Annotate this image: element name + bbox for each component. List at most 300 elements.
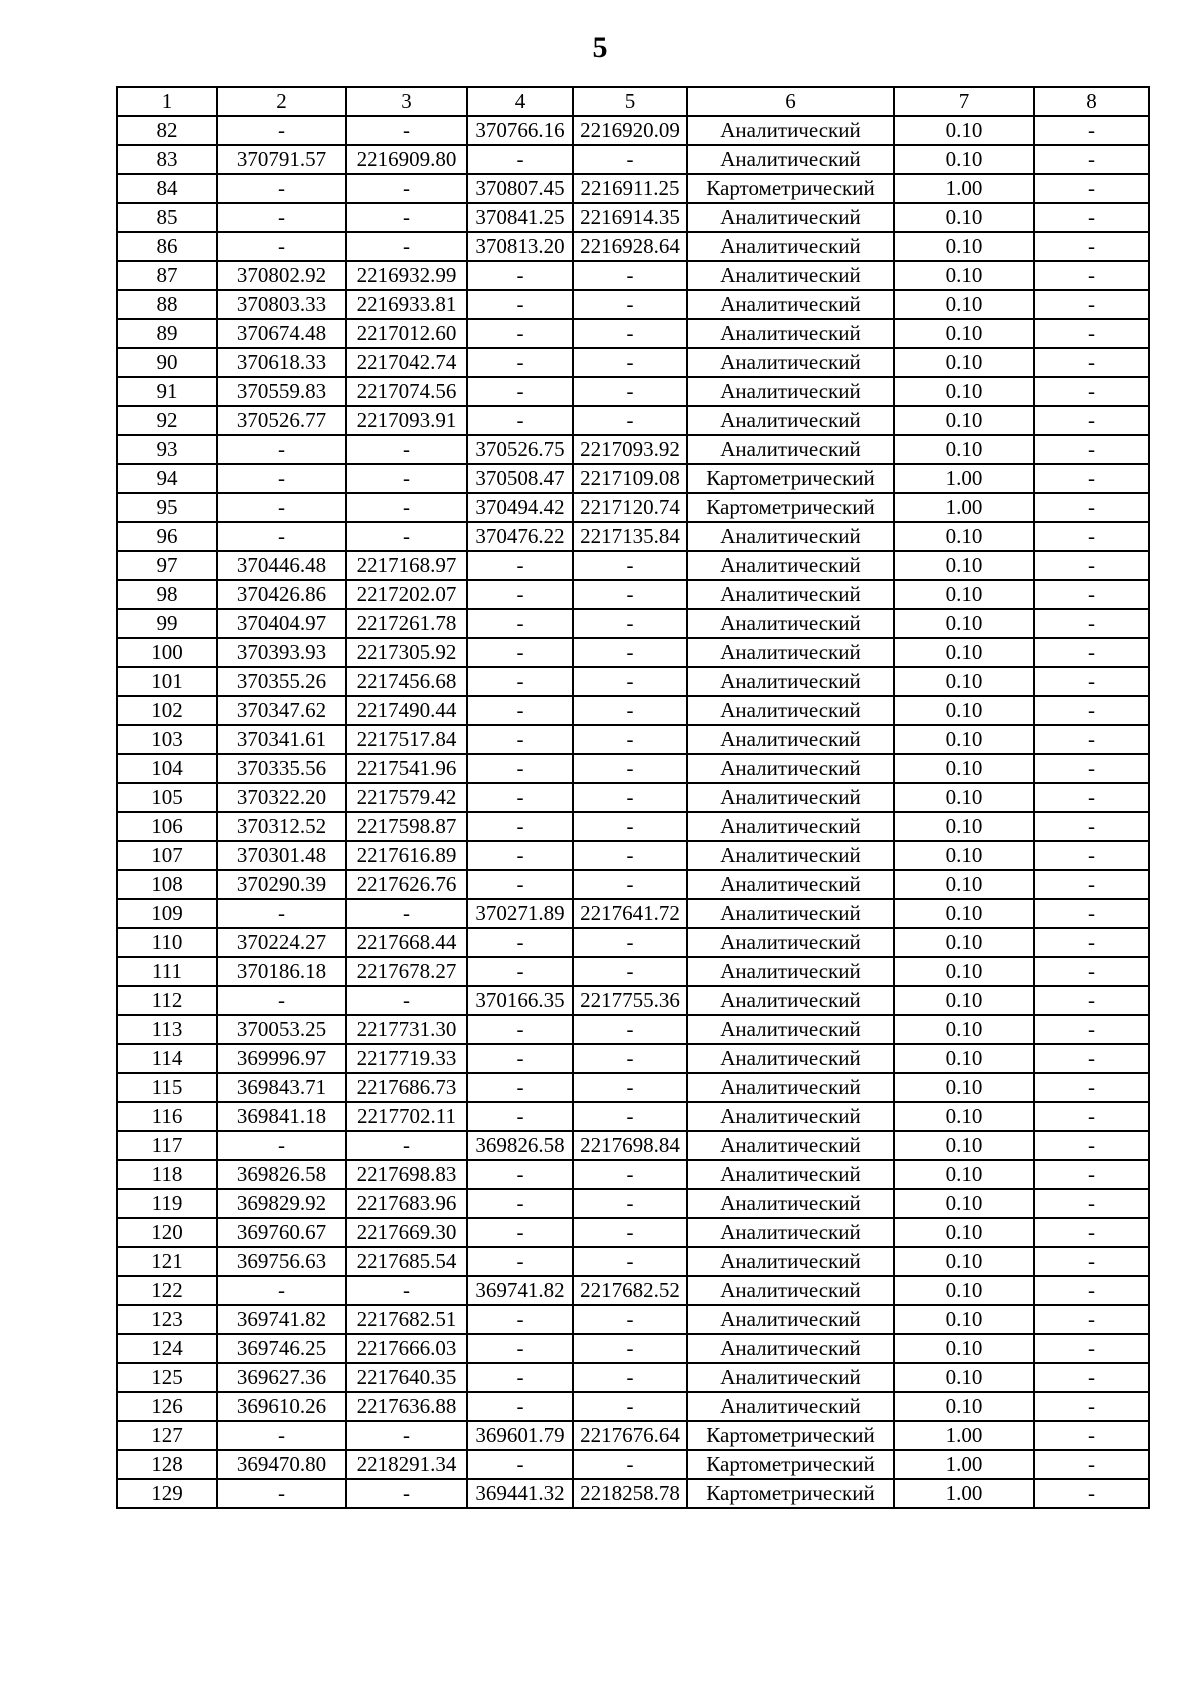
y-alt-cell: -: [573, 667, 687, 696]
y-alt-cell: -: [573, 609, 687, 638]
note-cell: -: [1034, 1131, 1149, 1160]
x-cell: 369610.26: [217, 1392, 346, 1421]
method-cell: Аналитический: [687, 1073, 894, 1102]
accuracy-cell: 0.10: [894, 290, 1034, 319]
page-number: 5: [592, 31, 608, 64]
method-cell: Аналитический: [687, 1218, 894, 1247]
y-cell: 2217456.68: [346, 667, 467, 696]
y-alt-cell: -: [573, 1305, 687, 1334]
x-alt-cell: -: [467, 783, 573, 812]
y-alt-cell: -: [573, 261, 687, 290]
table-row: [117, 638, 1149, 667]
y-alt-cell: -: [573, 638, 687, 667]
table-row: [117, 348, 1149, 377]
y-alt-cell: -: [573, 783, 687, 812]
column-header: 5: [573, 87, 687, 116]
x-cell: 370335.56: [217, 754, 346, 783]
column-header: 4: [467, 87, 573, 116]
accuracy-cell: 0.10: [894, 986, 1034, 1015]
method-cell: Аналитический: [687, 377, 894, 406]
x-alt-cell: -: [467, 377, 573, 406]
x-alt-cell: -: [467, 1189, 573, 1218]
y-alt-cell: -: [573, 1363, 687, 1392]
y-cell: 2217168.97: [346, 551, 467, 580]
accuracy-cell: 1.00: [894, 1450, 1034, 1479]
x-cell: 370404.97: [217, 609, 346, 638]
note-cell: -: [1034, 754, 1149, 783]
table-row: [117, 464, 1149, 493]
point-number-cell: 127: [117, 1421, 217, 1450]
y-alt-cell: -: [573, 1160, 687, 1189]
method-cell: Аналитический: [687, 841, 894, 870]
method-cell: Аналитический: [687, 1305, 894, 1334]
y-alt-cell: -: [573, 580, 687, 609]
accuracy-cell: 0.10: [894, 812, 1034, 841]
accuracy-cell: 0.10: [894, 1218, 1034, 1247]
x-alt-cell: -: [467, 145, 573, 174]
x-alt-cell: 369441.32: [467, 1479, 573, 1508]
x-alt-cell: -: [467, 1392, 573, 1421]
x-alt-cell: -: [467, 348, 573, 377]
note-cell: -: [1034, 1218, 1149, 1247]
point-number-cell: 85: [117, 203, 217, 232]
note-cell: -: [1034, 1305, 1149, 1334]
method-cell: Аналитический: [687, 580, 894, 609]
column-header: 7: [894, 87, 1034, 116]
x-alt-cell: 370766.16: [467, 116, 573, 145]
method-cell: Аналитический: [687, 1276, 894, 1305]
method-cell: Аналитический: [687, 1334, 894, 1363]
point-number-cell: 129: [117, 1479, 217, 1508]
note-cell: -: [1034, 812, 1149, 841]
x-alt-cell: -: [467, 841, 573, 870]
method-cell: Аналитический: [687, 870, 894, 899]
x-alt-cell: -: [467, 696, 573, 725]
method-cell: Аналитический: [687, 232, 894, 261]
point-number-cell: 104: [117, 754, 217, 783]
x-cell: -: [217, 435, 346, 464]
accuracy-cell: 0.10: [894, 435, 1034, 464]
y-cell: 2217702.11: [346, 1102, 467, 1131]
point-number-cell: 108: [117, 870, 217, 899]
y-alt-cell: 2216920.09: [573, 116, 687, 145]
note-cell: -: [1034, 1421, 1149, 1450]
y-alt-cell: 2217698.84: [573, 1131, 687, 1160]
y-cell: 2217042.74: [346, 348, 467, 377]
method-cell: Аналитический: [687, 1189, 894, 1218]
point-number-cell: 99: [117, 609, 217, 638]
table-row: [117, 986, 1149, 1015]
method-cell: Аналитический: [687, 754, 894, 783]
y-cell: 2216909.80: [346, 145, 467, 174]
point-number-cell: 96: [117, 522, 217, 551]
point-number-cell: 121: [117, 1247, 217, 1276]
note-cell: -: [1034, 348, 1149, 377]
note-cell: -: [1034, 667, 1149, 696]
y-cell: 2217668.44: [346, 928, 467, 957]
table-row: [117, 377, 1149, 406]
method-cell: Аналитический: [687, 986, 894, 1015]
y-alt-cell: -: [573, 348, 687, 377]
x-cell: 370355.26: [217, 667, 346, 696]
accuracy-cell: 0.10: [894, 1334, 1034, 1363]
point-number-cell: 119: [117, 1189, 217, 1218]
table-row: [117, 1102, 1149, 1131]
x-cell: -: [217, 1131, 346, 1160]
y-cell: 2216932.99: [346, 261, 467, 290]
table-row: [117, 1189, 1149, 1218]
method-cell: Аналитический: [687, 522, 894, 551]
y-cell: -: [346, 203, 467, 232]
y-cell: 2217666.03: [346, 1334, 467, 1363]
method-cell: Аналитический: [687, 319, 894, 348]
accuracy-cell: 0.10: [894, 725, 1034, 754]
method-cell: Картометрический: [687, 174, 894, 203]
table-row: [117, 290, 1149, 319]
x-cell: 370301.48: [217, 841, 346, 870]
point-number-cell: 90: [117, 348, 217, 377]
x-alt-cell: -: [467, 1334, 573, 1363]
x-cell: 370674.48: [217, 319, 346, 348]
method-cell: Аналитический: [687, 290, 894, 319]
accuracy-cell: 0.10: [894, 551, 1034, 580]
table-row: [117, 725, 1149, 754]
method-cell: Аналитический: [687, 928, 894, 957]
y-cell: -: [346, 522, 467, 551]
note-cell: -: [1034, 116, 1149, 145]
table-row: [117, 812, 1149, 841]
y-cell: 2217517.84: [346, 725, 467, 754]
y-alt-cell: -: [573, 377, 687, 406]
note-cell: -: [1034, 1276, 1149, 1305]
x-cell: 370803.33: [217, 290, 346, 319]
x-alt-cell: -: [467, 261, 573, 290]
accuracy-cell: 0.10: [894, 754, 1034, 783]
note-cell: -: [1034, 1450, 1149, 1479]
accuracy-cell: 0.10: [894, 783, 1034, 812]
x-cell: 370186.18: [217, 957, 346, 986]
point-number-cell: 118: [117, 1160, 217, 1189]
y-alt-cell: -: [573, 928, 687, 957]
method-cell: Аналитический: [687, 261, 894, 290]
y-cell: 2217685.54: [346, 1247, 467, 1276]
y-cell: 2217202.07: [346, 580, 467, 609]
x-alt-cell: 370841.25: [467, 203, 573, 232]
x-alt-cell: -: [467, 319, 573, 348]
table-header-row: [117, 87, 1149, 116]
x-cell: 370426.86: [217, 580, 346, 609]
x-cell: 370393.93: [217, 638, 346, 667]
accuracy-cell: 0.10: [894, 1363, 1034, 1392]
accuracy-cell: 0.10: [894, 1160, 1034, 1189]
method-cell: Аналитический: [687, 1015, 894, 1044]
y-alt-cell: 2216914.35: [573, 203, 687, 232]
table-row: [117, 406, 1149, 435]
x-alt-cell: 369601.79: [467, 1421, 573, 1450]
x-cell: 370341.61: [217, 725, 346, 754]
table-row: [117, 1015, 1149, 1044]
method-cell: Аналитический: [687, 203, 894, 232]
y-cell: -: [346, 899, 467, 928]
y-alt-cell: -: [573, 754, 687, 783]
point-number-cell: 120: [117, 1218, 217, 1247]
x-alt-cell: -: [467, 812, 573, 841]
note-cell: -: [1034, 696, 1149, 725]
point-number-cell: 122: [117, 1276, 217, 1305]
method-cell: Аналитический: [687, 783, 894, 812]
y-cell: 2217682.51: [346, 1305, 467, 1334]
note-cell: -: [1034, 928, 1149, 957]
note-cell: -: [1034, 377, 1149, 406]
x-cell: 369996.97: [217, 1044, 346, 1073]
accuracy-cell: 1.00: [894, 1479, 1034, 1508]
accuracy-cell: 0.10: [894, 580, 1034, 609]
x-alt-cell: 370476.22: [467, 522, 573, 551]
y-cell: -: [346, 174, 467, 203]
x-alt-cell: -: [467, 957, 573, 986]
table-row: [117, 754, 1149, 783]
y-alt-cell: -: [573, 812, 687, 841]
table-row: [117, 522, 1149, 551]
y-cell: 2217678.27: [346, 957, 467, 986]
x-alt-cell: -: [467, 1247, 573, 1276]
y-cell: -: [346, 116, 467, 145]
method-cell: Картометрический: [687, 1421, 894, 1450]
x-cell: 369829.92: [217, 1189, 346, 1218]
column-header: 8: [1034, 87, 1149, 116]
method-cell: Аналитический: [687, 435, 894, 464]
y-cell: 2217012.60: [346, 319, 467, 348]
accuracy-cell: 0.10: [894, 203, 1034, 232]
method-cell: Аналитический: [687, 725, 894, 754]
method-cell: Аналитический: [687, 116, 894, 145]
x-alt-cell: -: [467, 1102, 573, 1131]
x-cell: -: [217, 174, 346, 203]
method-cell: Аналитический: [687, 609, 894, 638]
column-header: 1: [117, 87, 217, 116]
table-row: [117, 1276, 1149, 1305]
y-alt-cell: 2216911.25: [573, 174, 687, 203]
y-cell: 2217616.89: [346, 841, 467, 870]
x-alt-cell: 370494.42: [467, 493, 573, 522]
method-cell: Картометрический: [687, 1450, 894, 1479]
point-number-cell: 95: [117, 493, 217, 522]
x-cell: -: [217, 203, 346, 232]
table-row: [117, 609, 1149, 638]
note-cell: -: [1034, 261, 1149, 290]
y-cell: 2217261.78: [346, 609, 467, 638]
x-cell: 370802.92: [217, 261, 346, 290]
y-cell: -: [346, 1479, 467, 1508]
x-alt-cell: -: [467, 1218, 573, 1247]
method-cell: Аналитический: [687, 1131, 894, 1160]
accuracy-cell: 0.10: [894, 899, 1034, 928]
table-row: [117, 1247, 1149, 1276]
table-row: [117, 435, 1149, 464]
note-cell: -: [1034, 986, 1149, 1015]
note-cell: -: [1034, 203, 1149, 232]
accuracy-cell: 0.10: [894, 232, 1034, 261]
accuracy-cell: 1.00: [894, 174, 1034, 203]
y-alt-cell: -: [573, 696, 687, 725]
note-cell: -: [1034, 841, 1149, 870]
table-row: [117, 1479, 1149, 1508]
x-cell: 369826.58: [217, 1160, 346, 1189]
accuracy-cell: 0.10: [894, 870, 1034, 899]
table-row: [117, 928, 1149, 957]
point-number-cell: 89: [117, 319, 217, 348]
x-cell: 369760.67: [217, 1218, 346, 1247]
coordinates-table: [116, 86, 1150, 1509]
note-cell: -: [1034, 725, 1149, 754]
y-alt-cell: -: [573, 1102, 687, 1131]
table-row: [117, 174, 1149, 203]
y-alt-cell: -: [573, 957, 687, 986]
accuracy-cell: 1.00: [894, 1421, 1034, 1450]
x-cell: 369841.18: [217, 1102, 346, 1131]
point-number-cell: 125: [117, 1363, 217, 1392]
y-cell: 2216933.81: [346, 290, 467, 319]
x-cell: -: [217, 232, 346, 261]
method-cell: Аналитический: [687, 899, 894, 928]
table-row: [117, 203, 1149, 232]
note-cell: -: [1034, 1189, 1149, 1218]
x-alt-cell: -: [467, 1044, 573, 1073]
accuracy-cell: 1.00: [894, 464, 1034, 493]
column-header: 6: [687, 87, 894, 116]
x-alt-cell: -: [467, 609, 573, 638]
y-alt-cell: -: [573, 1015, 687, 1044]
x-cell: -: [217, 116, 346, 145]
y-alt-cell: -: [573, 870, 687, 899]
accuracy-cell: 0.10: [894, 1073, 1034, 1102]
y-cell: 2217598.87: [346, 812, 467, 841]
point-number-cell: 117: [117, 1131, 217, 1160]
y-alt-cell: 2218258.78: [573, 1479, 687, 1508]
y-alt-cell: 2217641.72: [573, 899, 687, 928]
table-row: [117, 116, 1149, 145]
x-alt-cell: 369741.82: [467, 1276, 573, 1305]
x-alt-cell: 370166.35: [467, 986, 573, 1015]
x-alt-cell: -: [467, 580, 573, 609]
note-cell: -: [1034, 870, 1149, 899]
x-alt-cell: -: [467, 754, 573, 783]
x-alt-cell: 369826.58: [467, 1131, 573, 1160]
y-alt-cell: -: [573, 1189, 687, 1218]
y-cell: 2217719.33: [346, 1044, 467, 1073]
x-alt-cell: 370508.47: [467, 464, 573, 493]
table-row: [117, 493, 1149, 522]
method-cell: Аналитический: [687, 957, 894, 986]
accuracy-cell: 1.00: [894, 493, 1034, 522]
accuracy-cell: 0.10: [894, 841, 1034, 870]
y-alt-cell: -: [573, 319, 687, 348]
y-cell: 2218291.34: [346, 1450, 467, 1479]
y-alt-cell: 2217755.36: [573, 986, 687, 1015]
method-cell: Аналитический: [687, 1102, 894, 1131]
table-row: [117, 232, 1149, 261]
accuracy-cell: 0.10: [894, 957, 1034, 986]
y-alt-cell: 2217120.74: [573, 493, 687, 522]
y-cell: 2217541.96: [346, 754, 467, 783]
table-row: [117, 551, 1149, 580]
table-row: [117, 1392, 1149, 1421]
point-number-cell: 110: [117, 928, 217, 957]
method-cell: Картометрический: [687, 493, 894, 522]
x-cell: -: [217, 464, 346, 493]
x-cell: 369627.36: [217, 1363, 346, 1392]
table-row: [117, 870, 1149, 899]
point-number-cell: 92: [117, 406, 217, 435]
method-cell: Аналитический: [687, 667, 894, 696]
point-number-cell: 86: [117, 232, 217, 261]
point-number-cell: 106: [117, 812, 217, 841]
x-cell: 369756.63: [217, 1247, 346, 1276]
y-alt-cell: -: [573, 1044, 687, 1073]
x-cell: -: [217, 899, 346, 928]
point-number-cell: 101: [117, 667, 217, 696]
point-number-cell: 84: [117, 174, 217, 203]
table-row: [117, 899, 1149, 928]
point-number-cell: 114: [117, 1044, 217, 1073]
note-cell: -: [1034, 957, 1149, 986]
method-cell: Аналитический: [687, 348, 894, 377]
y-cell: 2217626.76: [346, 870, 467, 899]
x-cell: 370446.48: [217, 551, 346, 580]
y-cell: -: [346, 493, 467, 522]
note-cell: -: [1034, 1334, 1149, 1363]
note-cell: -: [1034, 1363, 1149, 1392]
x-alt-cell: -: [467, 1015, 573, 1044]
x-cell: -: [217, 1421, 346, 1450]
y-alt-cell: -: [573, 145, 687, 174]
x-cell: 370347.62: [217, 696, 346, 725]
accuracy-cell: 0.10: [894, 1131, 1034, 1160]
x-cell: 370559.83: [217, 377, 346, 406]
y-cell: 2217698.83: [346, 1160, 467, 1189]
table-row: [117, 1131, 1149, 1160]
x-cell: -: [217, 1479, 346, 1508]
x-alt-cell: -: [467, 1160, 573, 1189]
y-alt-cell: -: [573, 1450, 687, 1479]
x-alt-cell: -: [467, 870, 573, 899]
note-cell: -: [1034, 638, 1149, 667]
accuracy-cell: 0.10: [894, 638, 1034, 667]
y-alt-cell: -: [573, 841, 687, 870]
x-alt-cell: -: [467, 667, 573, 696]
y-alt-cell: 2217109.08: [573, 464, 687, 493]
accuracy-cell: 0.10: [894, 1015, 1034, 1044]
accuracy-cell: 0.10: [894, 1392, 1034, 1421]
accuracy-cell: 0.10: [894, 609, 1034, 638]
point-number-cell: 83: [117, 145, 217, 174]
y-cell: 2217669.30: [346, 1218, 467, 1247]
table-row: [117, 1218, 1149, 1247]
table-row: [117, 696, 1149, 725]
x-cell: 369746.25: [217, 1334, 346, 1363]
note-cell: -: [1034, 493, 1149, 522]
x-cell: 370526.77: [217, 406, 346, 435]
point-number-cell: 109: [117, 899, 217, 928]
x-alt-cell: 370807.45: [467, 174, 573, 203]
table-row: [117, 1305, 1149, 1334]
accuracy-cell: 0.10: [894, 928, 1034, 957]
table-row: [117, 1160, 1149, 1189]
x-cell: -: [217, 522, 346, 551]
x-cell: 370224.27: [217, 928, 346, 957]
accuracy-cell: 0.10: [894, 377, 1034, 406]
x-alt-cell: -: [467, 1305, 573, 1334]
